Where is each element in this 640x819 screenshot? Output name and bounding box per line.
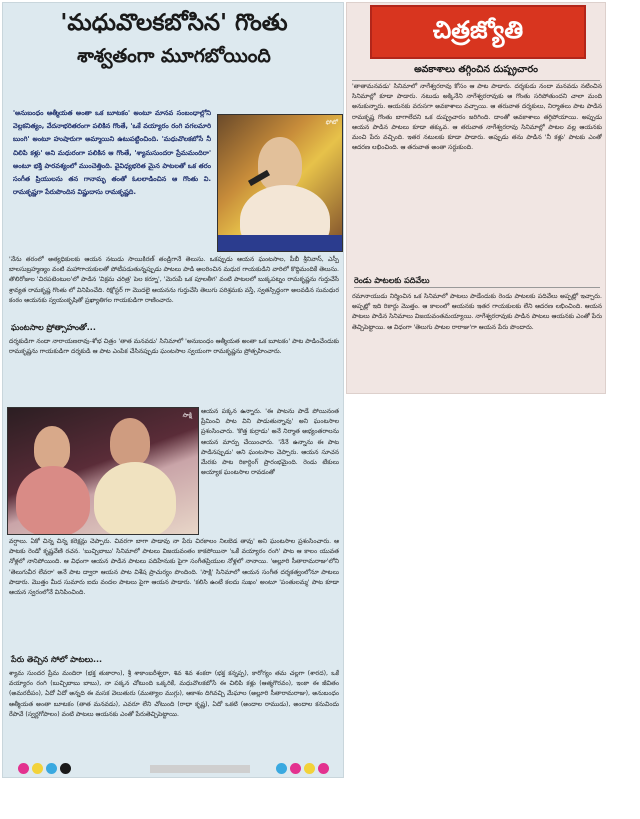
person-right-face — [110, 418, 150, 466]
person-left-shirt — [16, 466, 90, 535]
registration-swatch-black — [60, 763, 71, 774]
photo-credit: సాక్షి — [182, 412, 192, 419]
photo-credit: ఫోటో — [325, 119, 338, 126]
article-subheadline: శాశ్వతంగా మూగబోయింది — [77, 45, 271, 67]
stage-banner — [218, 235, 342, 251]
right-article-heading: అవకాశాలు తగ్గించిన దుష్ప్రచారం — [352, 64, 600, 81]
registration-swatch-magenta-2 — [290, 763, 301, 774]
right-section-heading: రెండు పాటలకు పదివేలు — [354, 276, 600, 288]
logo-text: చిత్రజ్యోతి — [432, 15, 524, 44]
right-article-body-1: 'తాతామనవడు' సినిమాలో నాగేశ్వరరావు కోసం ఆ పాట పాడారు. దర్శకుడు నందా మనవడు నటించిన సినిమాల్లో కూడా పాడారు. నటుడు అక్కినేని నాగేశ్వరరావుకు ఆ గొంతు సరిపోతుందని చాలా మంది అనుకున్నారు. ఆయనకు వరుసగా అవకాశాలు వచ్చాయి. ఆ తరువాత దర్శకులు, నిర్మాతలు పాట పాడిన రామకృష్ణ గొంతు బాగాలేదని ఒక దుష్ప్రచారం జరిగింది. దాంతో అవకాశాలు తగ్గిపోయాయి. అప్పుడు ఆయన పాడిన పాటలు కూడా తక్కువ. ఆ తరువాత నాగేశ్వరరావు సినిమాల్లో పాటల వల్ల ఆయనకు మంచి పేరు వచ్చింది. ఇతర నటులకు కూడా పాడారు. అప్పుడు తను పాడిన 'నీ కళ్లు' పాటకు ఎంతో ఆదరణ లభించింది. ఆ తరువాత అంతా సర్దుకుంది. — [352, 83, 602, 152]
article-lead: 'అనుబంధం ఆత్మీయత అంతా ఒక బూటకం' అంటూ మానవ సంబంధాల్లోని వెల్లకనిత్యం, వేదనాభరితరంగా పలికిన గొంతే, 'ఒకే వయ్యారం రంగి వగలమారి బుంగి' అంటూ హుషారుగా అమ్మాయిని ఉటుపట్టించింది. 'మధువొలకబోసే నీ చిలిపి కళ్లు' అని మధురంగా పలికిన ఆ గొంతే, 'శ్యామసుందరా ప్రేమమందిరా' అంటూ భక్తి పారవశ్యంలో ముంచెత్తింది. వైవిధ్యభరిత మైన పాటలతో ఒక తరం సంగీత ప్రియులను తన గానామృ తంతో ఓలలాడించిన ఆ గొంతు వి. రామకృష్ణగా పేరుపొందిన విష్ణుదాసు రామకృష్ణది. — [13, 109, 211, 197]
singer-photo — [217, 114, 343, 252]
registration-swatch-magenta — [18, 763, 29, 774]
registration-swatch-cyan — [46, 763, 57, 774]
registration-grey-bar — [150, 765, 250, 773]
right-article-body-2: రమానాయుడు నిర్మించిన ఒక సినిమాలో పాటలు పాడేందుకు రెండు పాటలకు పదివేలు అప్పట్లో ఇచ్చారు. అప్పట్లో ఇది రికార్డు మొత్తం. ఆ కాలంలో ఆయనకు ఇతర గాయకులకు లేని ఆదరణ లభించింది. ఆయన పాటలు పాడిన సినిమాలు విజయవంతమయ్యాయి. నాగేశ్వరరావుకు పాడిన పాటలు ఆయనకు ఎంతో పేరు తెచ్చిపెట్టాయి. ఆ విధంగా 'తెలుగు పాటల రారాజు'గా ఆయన పేరు పొందారు. — [352, 293, 602, 331]
article-headline: 'మధువొలకబోసిన' గొంతు — [60, 9, 288, 36]
left-article — [2, 2, 344, 778]
article-body-4: వర్షాలు. ఏకో చిన్న చిన్న కరెక్షన్లు చెప్పారు. చివరగా బాగా పాడావు నా పేరు చిరకాలం నిలబెడ తావు' అని ఘంటసాల ప్రశంసించారు. ఆ పాటకు రెండో కృష్ణవేణి రచన. 'బుచ్చిబాబు' సినిమాలో పాటలు విజయవంతం కాకపోయినా 'ఒకే వయ్యారం రంగి' పాట ఆ కాలం యువత నోళ్లలో నానిపోయింది. ఆ విధంగా ఆయన పాడిన పాటలు పదిహేనుకు పైగా సంగీతప్రియుల నోళ్లలో నానాయి. 'అల్లూరి సీతారామరాజు'లోని 'తెలుగువీర లేవరా' అనే పాట ద్వారా ఆయన పాట విశేష ప్రాచుర్యం పొందింది. 'సాక్షి' సినిమాలో ఆయన సంగీత దర్శకత్వంలోనూ పాటలు పాడారు. మొత్తం మీద సుమారు ఐదు వందల పాటలు పైగా ఆయన పాడారు. 'కలిసి ఉంటే కలదు సుఖం' అంటూ 'పంతులమ్మ' పాట కూడా ఆయన స్వరంలోనే వినిపించింది. — [9, 538, 339, 597]
chitrajyothi-logo — [370, 5, 586, 59]
registration-swatch-magenta-3 — [318, 763, 329, 774]
registration-swatch-yellow — [32, 763, 43, 774]
singer-face — [258, 137, 302, 191]
article-body-2: దర్శకుడిగా నందా నారాయణరావు-శోభ చిత్రం 'తాత మనవడు' సినిమాలో 'అనుబంధం ఆత్మీయత అంతా ఒక బూటకం' పాట పాడించేందుకు రామకృష్ణను గాయకుడిగా దర్శకుడి ఆ పాట ఎంపిక చేసినప్పుడు ఘంటసాల స్వయంగా రామకృష్ణను ప్రోత్సహించారు. — [9, 338, 339, 356]
article-body-1: 'నేను తరంలో అత్యధికులకు ఆయన నటుడు సాయికిరణ్ తండ్రిగానే తెలుసు. ఒకప్పుడు ఆయన ఘంటసాల, పీబీ శ్రీనివాస్, ఎస్పీ బాలసుబ్రహ్మణ్యం వంటి మహాగాయకులతో పోటీపడుతున్నప్పుడు పాటలు పాడి అలరించిన మధుర గాయకుడిని వారిలో కొద్దిమందికే తెలుసు. తొలిరోజుల 'చిరపటెంటుల'లో పాడిన 'విక్రమ చరిత్ర' పెల కర్నూ', 'మెరుపే ఒక పూలతీగ' వంటి పాటలలో బుక్కపట్నం రామకృష్ణను గుర్తుచేసే శ్రావ్యత రామకృష్ణ గొంతు లో వినిపించేది. రిక్షోస్టర్ గా మొదలై ఆయనను గుర్తుచేసి తెలుగు పరిశ్రమకు వస్తే, స్వతస్సిద్ధంగా అలవడిన సుమధుర కంఠం ఆయనకు స్వయంకృషితో ప్రఖ్యాతిగల గాయకుడిగా రాణించారు. — [9, 256, 339, 304]
article-body-5: శ్యామ సుందర ప్రేమ మందిరా (భక్త తుకారాం), శ్రీ శాకాంబరీశ్వరా, శివ శివ శంకరా (భక్త కన్నప్ప), కారోగ్యం తమ చల్లగా (శారద), ఒకే వయ్యారం రంగి (బుచ్చిబాబు బాబు), నా పక్కన చోటుంది ఒక్కరికే, మధువొలకబోసే ఈ చిలిపి కళ్లు (ఆత్మగౌరవం), ఇంకా ఈ జీవితం (అమరదీపం), ఏదో ఏదో అన్నది ఈ మసక వెలుతురు (ముత్యాల ముగ్గు), ఆకాశం దిగివచ్చి మేఘాల (అల్లూరి సీతారామరాజు), అనుబంధం ఆత్మీయత అంతా బూటకం (తాత మనవడు), ఎవరూ లేని చోటుంది (రాధా కృష్ణ), ఏదో ఒకటి (అందాల రాముడు), అందాల కనువిందు రేపావే (స్వర్ణగోపాలం) వంటి పాటలు ఆయనకు ఎంతో పేరుతెచ్చిపెట్టాయి. — [9, 670, 339, 718]
person-right-shirt — [94, 462, 176, 535]
family-photo — [7, 407, 199, 535]
article-body-3: ఆయన పక్కన ఉన్నారు. 'ఈ పాటను పాడే పోయినంత ప్రేమించి పాట విని పాడుతున్నావు' అని ఘంటసాల ప్రశంసించారు. 'కొత్త కుర్రాడు' అనే నిర్మాత అభ్యంతరాలను ఆయన మార్పు చేయించారు. 'నేనే ఉన్నాను ఈ పాట పాడినప్పుడు' అని ఘంటసాల చెప్పారు. ఆయన సూచన మేరకు పాట రికార్డింగ్ ప్రారంభమైంది. రెండు టేకులు అయ్యాక ఘంటసాల రావడంతో — [201, 408, 339, 477]
person-left-face — [34, 426, 70, 470]
section-heading-solo-songs: పేరు తెచ్చిన సోలో పాటలు... — [11, 655, 103, 664]
registration-swatch-cyan-2 — [276, 763, 287, 774]
registration-swatch-yellow-2 — [304, 763, 315, 774]
section-heading-ghantasala: ఘంటసాల ప్రోత్సాహంతో... — [11, 323, 96, 332]
